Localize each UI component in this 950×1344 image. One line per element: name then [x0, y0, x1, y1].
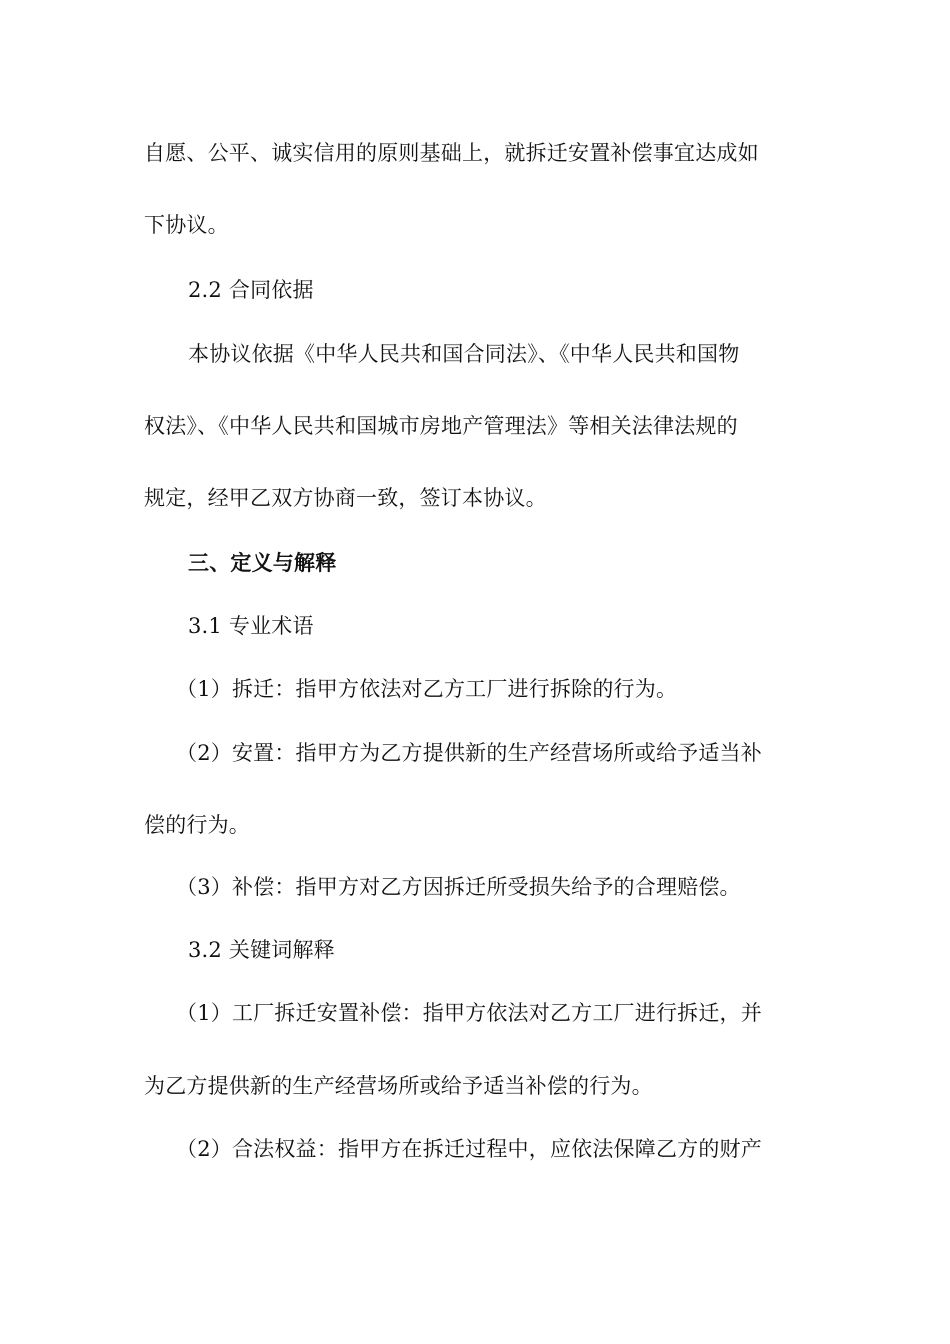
definition-item: （2）合法权益：指甲方在拆迁过程中，应依法保障乙方的财产	[176, 1137, 762, 1161]
paragraph-line: 自愿、公平、诚实信用的原则基础上，就拆迁安置补偿事宜达成如	[144, 141, 759, 165]
paragraph-line: 下协议。	[144, 213, 229, 237]
section-heading-3-2: 3.2 关键词解释	[188, 938, 335, 962]
paragraph-line: 为乙方提供新的生产经营场所或给予适当补偿的行为。	[144, 1074, 653, 1098]
definition-item: （1）工厂拆迁安置补偿：指甲方依法对乙方工厂进行拆迁，并	[176, 1001, 762, 1025]
paragraph-line: 本协议依据《中华人民共和国合同法》、《中华人民共和国物	[188, 342, 740, 366]
paragraph-line: 规定，经甲乙双方协商一致，签订本协议。	[144, 486, 547, 510]
definition-item: （3）补偿：指甲方对乙方因拆迁所受损失给予的合理赔偿。	[176, 875, 741, 899]
chapter-heading-3: 三、定义与解释	[188, 550, 337, 575]
section-heading-3-1: 3.1 专业术语	[188, 614, 314, 638]
section-heading-2-2: 2.2 合同依据	[188, 278, 314, 302]
definition-item: （1）拆迁：指甲方依法对乙方工厂进行拆除的行为。	[176, 677, 678, 701]
definition-item: （2）安置：指甲方为乙方提供新的生产经营场所或给予适当补	[176, 741, 762, 765]
paragraph-line: 权法》、《中华人民共和国城市房地产管理法》等相关法律法规的	[144, 414, 738, 438]
paragraph-line: 偿的行为。	[144, 813, 250, 837]
